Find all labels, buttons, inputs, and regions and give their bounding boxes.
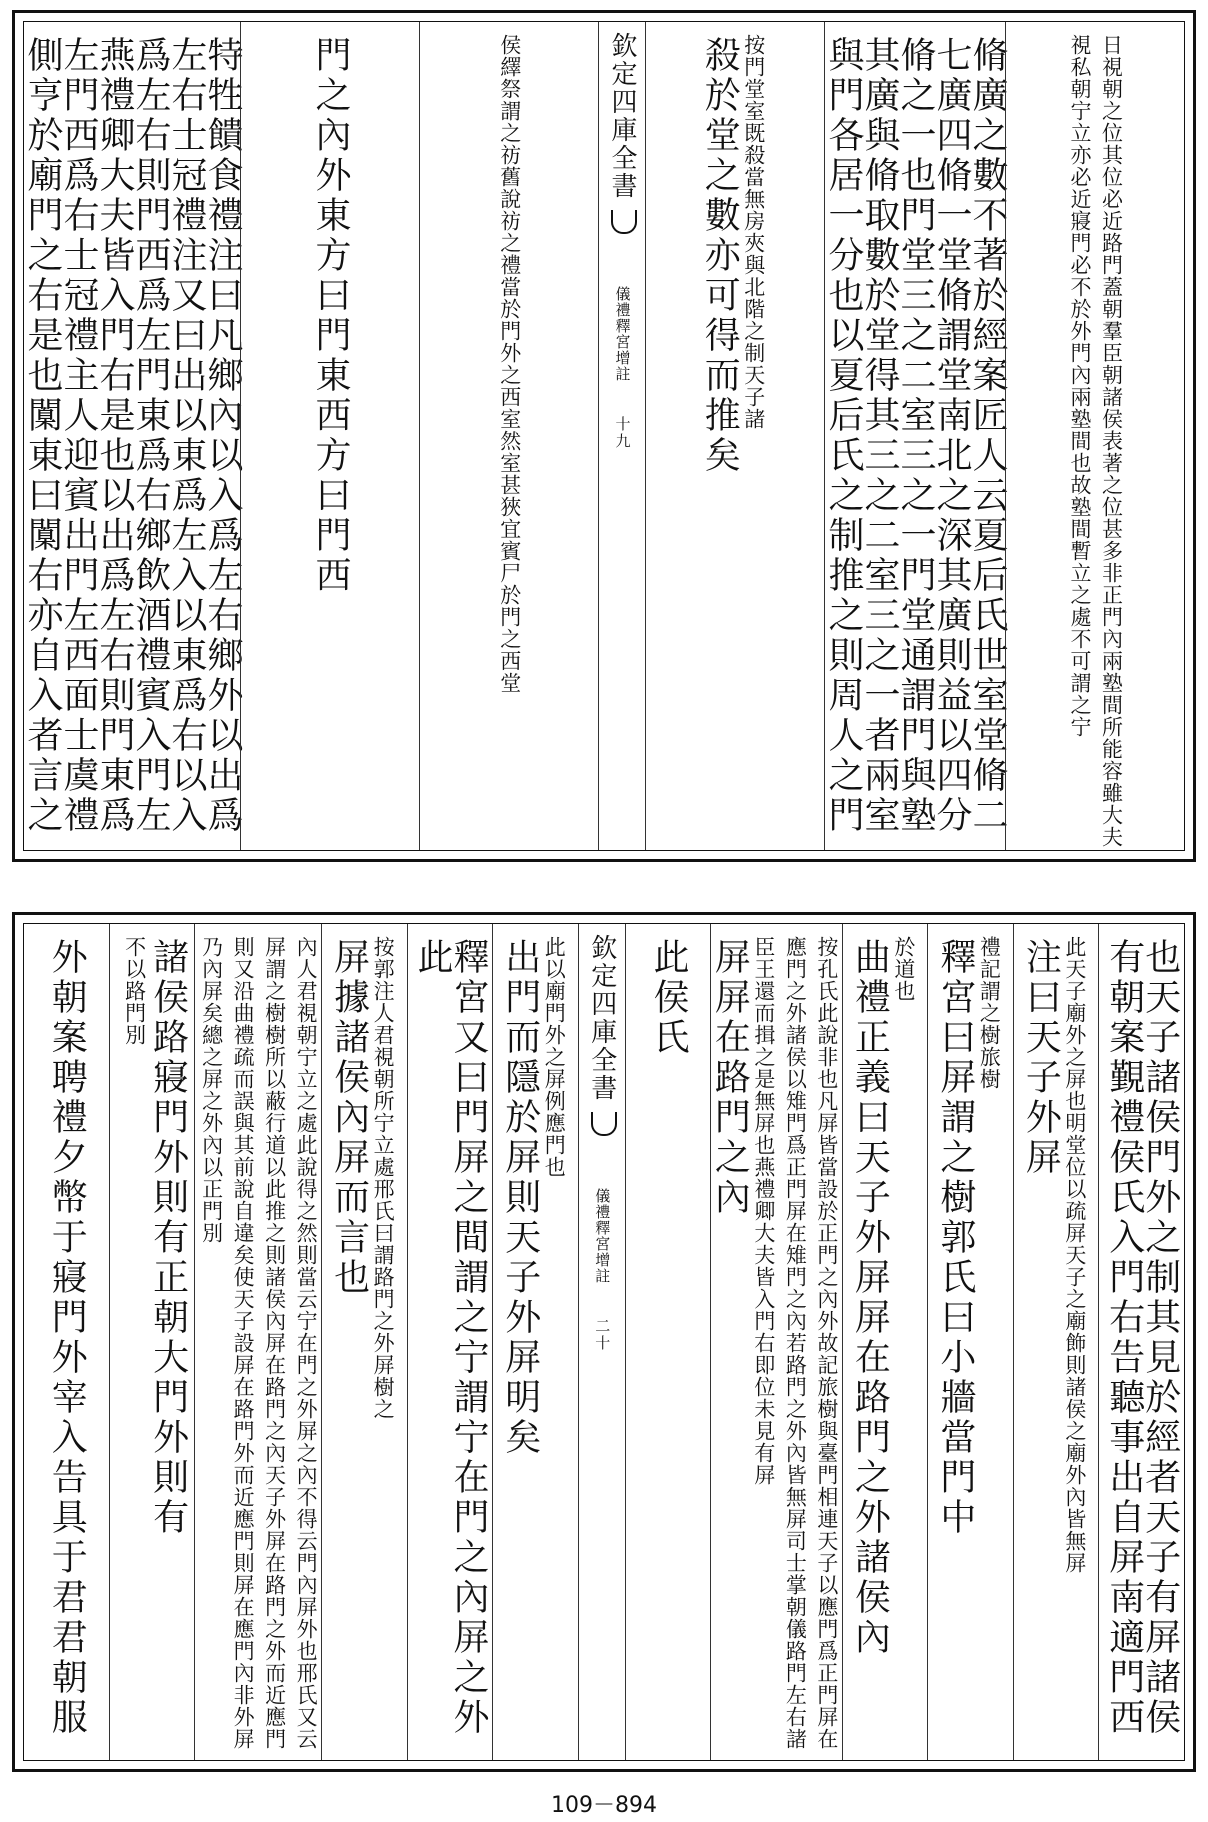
text-column: 注曰天子外屏 此天子廟外之屏也明堂位以疏屏天子之廟飾則諸侯之廟外內皆無屏 [1013,924,1099,1760]
text-column: 屏屏在路門之內 按孔氏此說非也凡屏皆當設於正門之內外故記旅樹與臺門相連天子以應門爲正門屏在應門之外諸侯以雉門爲正門屏在雉門之內若路門之外內皆無屏司士掌朝儀路門左右諸臣王還而揖之是無屏也燕禮卿大夫皆入門右即位未見有屏 [710,924,842,1760]
folio-page-bottom [12,912,1196,1772]
text-column: 出門而隱於屏則天子外屏明矣 此以廟門外之屏例應門也 [492,924,578,1760]
page-frame [23,923,1185,1761]
text-column: 特牲饋食禮注曰凡鄉內以入爲左右鄉外以出爲左右士冠禮注又曰出以東爲左入以東爲右以入爲左右則門西爲左門東爲右鄉飲酒禮賓入門左燕禮卿大夫皆入門右是也以出爲左右則門東爲左門西爲右士冠禮主人迎賓出門左西面士虞禮側亨於廟門之右是也闑東曰闑右亦自入者言之 [22,36,243,836]
fish-tail-mark-icon [587,1112,617,1138]
book-title: 儀禮釋宮增註 [593,1188,612,1284]
fish-tail-mark-icon [607,210,637,236]
text-column: 不以路門別 諸侯路寢門外則有正朝大門外則有 [109,924,195,1760]
center-fold [578,924,625,1760]
text-column: 門之內外東方曰門東西方曰門西 [240,22,419,850]
text-column: 釋宮又曰門屏之間謂之宁謂宁在門之內屏之外此 [407,924,493,1760]
page-frame [23,21,1185,851]
center-title: 欽定四庫全書 [607,32,637,200]
text-columns-bottom [24,924,1184,1760]
page-number: 十九 [613,416,632,450]
center-fold [598,22,645,850]
text-column: 屏據諸侯內屏而言也 按郭注人君視朝所宁立處邢氏曰謂路門之外屏樹之 [321,924,407,1760]
text-column: 脩廣之數不著於經案匠人云夏后氏世室堂脩二七廣四脩一堂脩謂堂南北之深其廣則益以四分脩之一也門堂三之二室三之一門堂通謂門與塾其廣與脩取數於堂得其三之二室三之一者兩室與門各居一分也以夏后氏之制推之則周人之門 [824,22,1005,850]
page-reference: 109－894 [551,1793,657,1818]
text-columns-top [24,22,1184,850]
text-column: 內人君視朝宁立之處此說得之然則當云宁在門之外屏之內不得云門內屏外也邢氏又云屏謂之樹樹所以蔽行道以此推之則諸侯內屏在路門之內天子外屏在路門之外而近應門則又沿曲禮疏而誤與其前說自違矣使天子設屏在路門外而近應門則屏在應門內非外屏乃內屏矣總之屏之外內以正門別 [194,924,321,1760]
text-column: 殺於堂之數亦可得而推矣 按門堂室既殺當無房夾與北階之制天子諸 [645,22,824,850]
text-column: 侯繹祭謂之祊舊說祊之禮當於門外之西室然室甚狹宜賓尸於門之西堂 [419,22,598,850]
text-column: 外朝案聘禮夕幣于寢門外宰入告具于君君朝服 [46,938,88,1738]
text-column: 日視朝之位其位必近路門蓋朝羣臣朝諸侯表著之位甚多非正門內兩塾間所能容雖大夫視私朝宁立亦必近寢門必不於外門內兩塾間也故塾間暫立之處不可謂之宁 [1005,22,1184,850]
text-column: 此侯氏 [625,924,711,1760]
text-column: 曲禮正義曰天子外屏屏在路門之外諸侯內 於道也 [842,924,928,1760]
book-title: 儀禮釋宮增註 [613,286,632,382]
text-column: 也天子諸侯門外之制其見於經者天子有屏諸侯有朝案覲禮侯氏入門右告聽事出自屏南適門西 [1098,924,1184,1760]
center-title: 欽定四庫全書 [586,934,617,1102]
page-number: 二十 [593,1318,612,1352]
text-column: 釋宮曰屏謂之樹郭氏曰小牆當門中 禮記謂之樹旅樹 [927,924,1013,1760]
folio-page-top [12,10,1196,862]
